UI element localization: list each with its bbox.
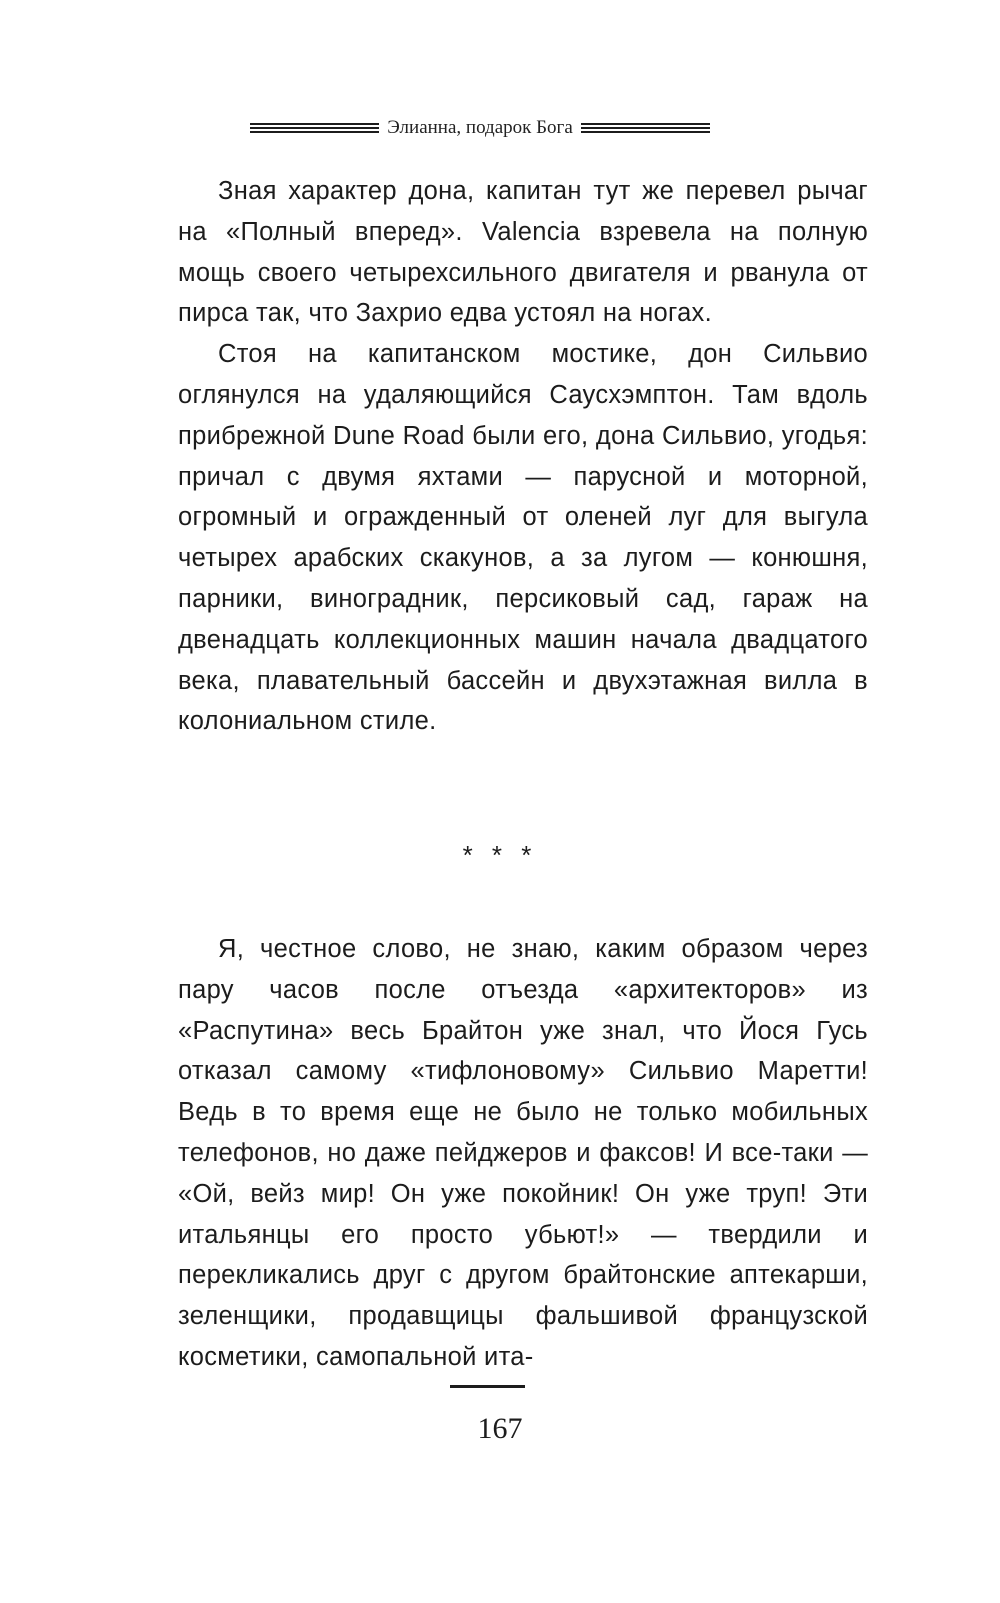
section-1-text: [178, 171, 868, 742]
paragraph: Зная характер дона, капитан тут же перевел рычаг на «Полный вперед». Valencia взревела на полную мощь своего четырехсильного двигателя и рванула от пирса так, что Захрио едва устоял на ногах.: [178, 177, 868, 328]
footer-rule: [450, 1385, 525, 1388]
paragraph: Стоя на капитанском мостике, дон Сильвио оглянулся на удаляющийся Саусхэмптон. Там вдоль прибрежной Dune Road были его, дона Сильвио, угодья: причал с двумя яхтами — парусной и моторной, огромный и огражденный от оленей луг для выгула четырех арабских скакунов, а за лугом — конюшня, парники, виноградник, персиковый сад, гараж на двенадцать коллекционных машин начала двадцатого века, плавательный бассейн и двухэтажная вилла в колониальном стиле.: [178, 340, 868, 736]
running-head: [250, 112, 710, 144]
running-head-rule-left: [250, 122, 379, 134]
paragraph: Я, честное слово, не знаю, каким образом через пару часов после отъезда «архитекторов» из «Распутина» весь Брайтон уже знал, что Йося Гусь отказал самому «тифлоновому» Сильвио Маретти! Ведь в то время еще не было не только мобильных телефонов, но даже пейджеров и факсов! И все-таки — «Ой, вейз мир! Он уже покойник! Он уже труп! Эти итальянцы его просто убьют!» — твердили и перекликались друг с другом брайтонские аптекарши, зеленщики, продавщицы фальшивой французской косметики, самопальной ита-: [178, 935, 868, 1371]
running-head-title: Элианна, подарок Бога: [387, 117, 573, 138]
page-number: 167: [477, 1412, 523, 1445]
section-2-text: [178, 929, 868, 1378]
running-head-rule-right: [581, 122, 710, 134]
section-separator: * * *: [462, 840, 538, 870]
